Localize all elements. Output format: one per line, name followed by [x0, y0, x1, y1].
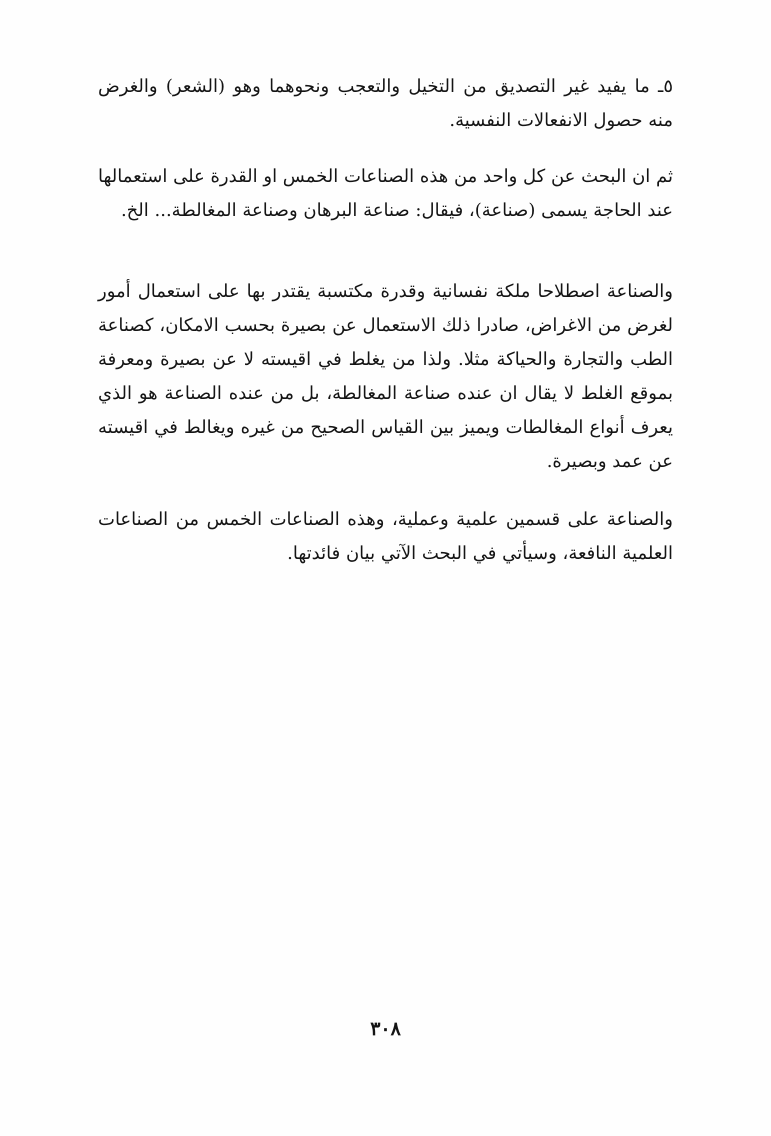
paragraph-craft-terminology: والصناعة اصطلاحا ملكة نفسانية وقدرة مكتسبة يقتدر بها على استعمال أمور لغرض من الاغراض، صادرا ذلك الاستعمال عن بصيرة بحسب الامكان، كصناعة الطب والتجارة والحياكة مثلا. ولذا من يغلط في اقيسته لا عن بصيرة ومعرفة بموقع الغلط لا يقال ان عنده صناعة المغالطة، بل من عنده الصناعة هو الذي يعرف أنواع المغالطات ويميز بين القياس الصحيح من غيره ويغالط في اقيسته عن عمد وبصيرة.: [98, 281, 673, 472]
paragraph-poetry-definition: ٥ـ ما يفيد غير التصديق من التخيل والتعجب ونحوهما وهو (الشعر) والغرض منه حصول الانفعالات النفسية.: [98, 76, 673, 131]
page-number: ٣٠٨: [370, 1018, 401, 1040]
paragraph-craft-divisions: والصناعة على قسمين علمية وعملية، وهذه الصناعات الخمس من الصناعات العلمية النافعة، وسيأتي في البحث الآتي بيان فائدتها.: [98, 509, 673, 564]
paragraph-craft-naming: ثم ان البحث عن كل واحد من هذه الصناعات الخمس او القدرة على استعمالها عند الحاجة يسمى (صناعة)، فيقال: صناعة البرهان وصناعة المغالطة... الخ.: [98, 166, 673, 221]
